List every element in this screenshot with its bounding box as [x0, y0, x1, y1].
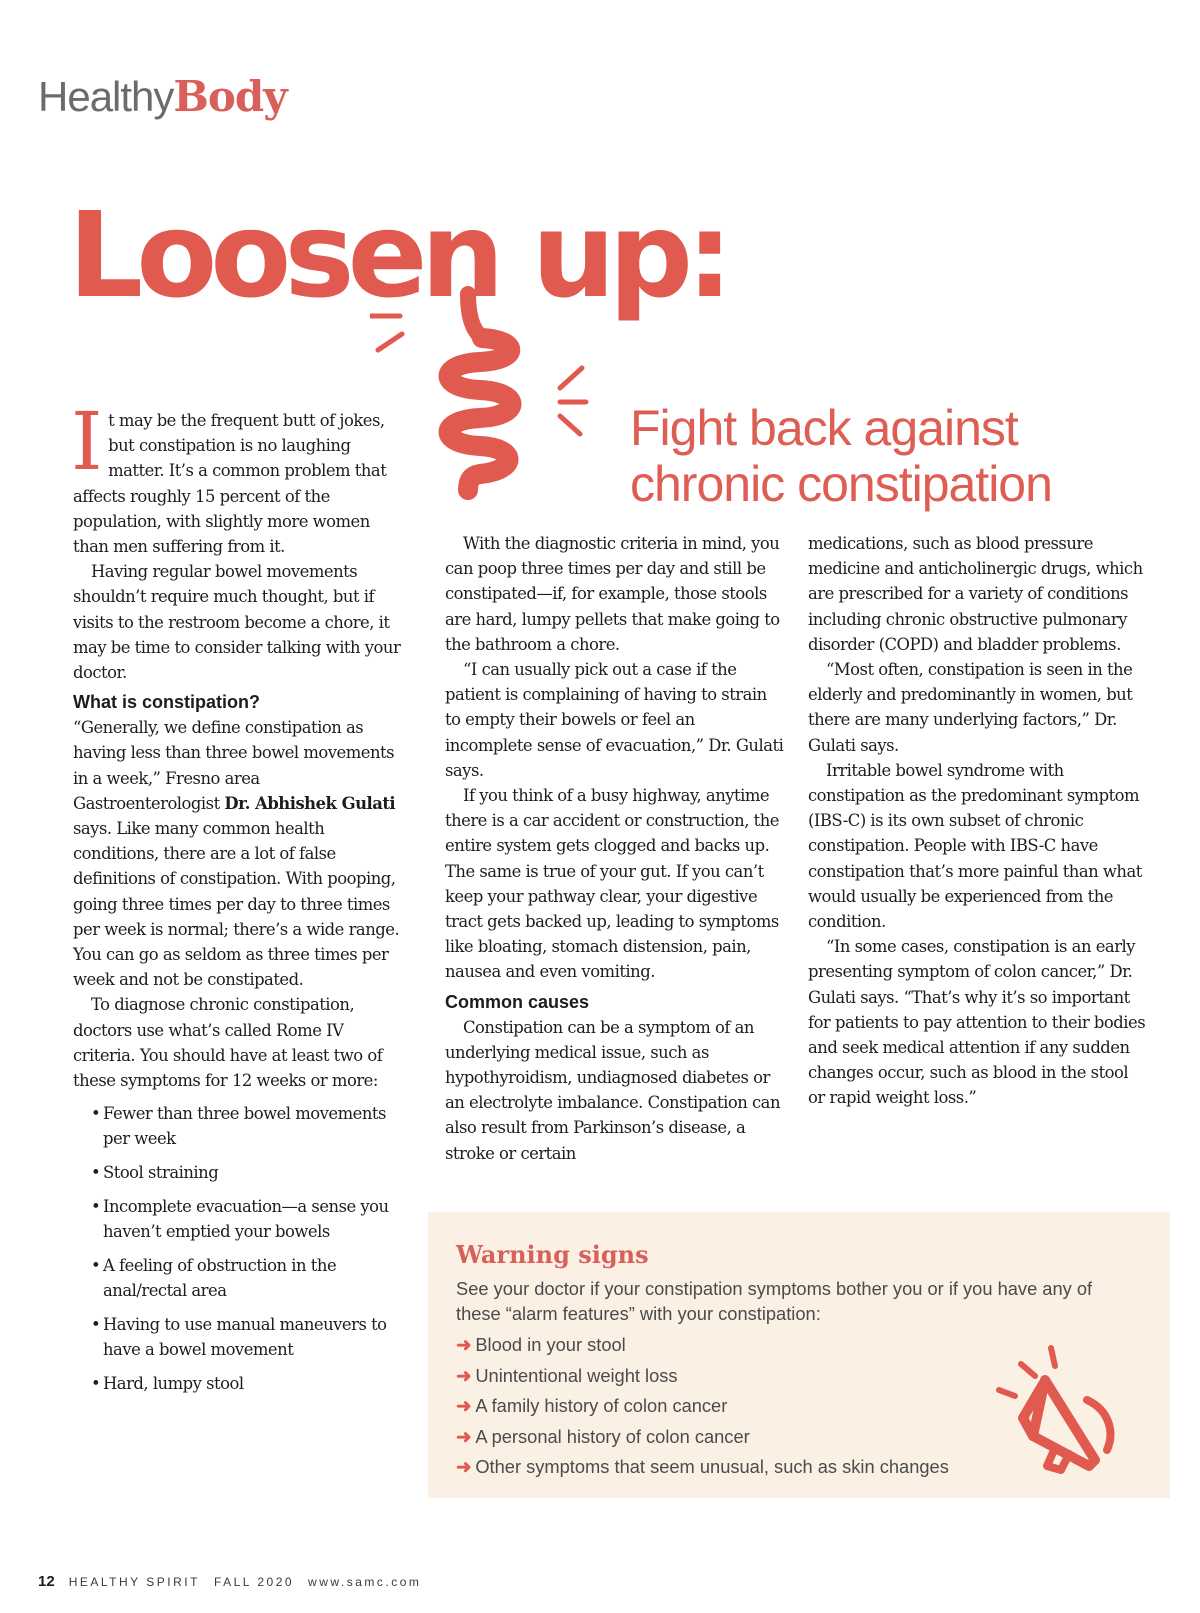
subtitle-line-2: chronic constipation	[630, 456, 1052, 512]
page-title: Loosen up:	[68, 186, 727, 324]
paragraph: medications, such as blood pressure medicine and anticholinergic drugs, which are prescribed for a variety of conditions including chronic obstructive pulmonary disorder (COPD) and bladder problems.	[808, 534, 1143, 654]
warning-intro: See your doctor if your constipation symptoms bother you or if you have any of these “alarm features” with your constipation:	[456, 1278, 1093, 1324]
doctor-name: Dr. Abhishek Gulati	[224, 793, 396, 813]
paragraph: Having regular bowel movements shouldn’t require much thought, but if visits to the restroom become a chore, it may be time to consider talking with your doctor.	[73, 562, 401, 683]
subtitle-line-1: Fight back against	[630, 400, 1018, 456]
quote-text-cont: says. Like many common health conditions, there are a lot of false definitions of constipation. With pooping, going three times per day to three times per week is normal; there’s a wide range. You can go as seldom as three times per week and not be constipated.	[73, 819, 400, 990]
paragraph: “In some cases, constipation is an early presenting symptom of colon cancer,” Dr. Gulati says. “That’s why it’s so important for patients to pay attention to their bodies and seek medical attention if any sudden changes occur, such as blood in the stool or rapid weight loss.”	[808, 937, 1146, 1108]
section-heading: Common causes	[445, 991, 590, 1012]
list-item: • Having to use manual maneuvers to have a bowel movement	[73, 1312, 401, 1362]
arrow-icon: ➜	[456, 1456, 472, 1477]
paragraph: Constipation can be a symptom of an underlying medical issue, such as hypothyroidism, undiagnosed diabetes or an electrolyte imbalance. Constipation can also result from Parkinson’s disease, a stroke or certain	[445, 1017, 781, 1163]
intestine-icon	[370, 250, 590, 500]
article-column-3	[808, 531, 1148, 1111]
subtitle	[630, 400, 1170, 512]
section-label-bold: Body	[173, 72, 287, 121]
paragraph: If you think of a busy highway, anytime there is a car accident or construction, the entire system gets clogged and backs up. The same is true of your gut. If you can’t keep your pathway clear, your digestive tract gets backed up, leading to symptoms like bloating, stomach distension, pain, nausea and even vomiting.	[445, 786, 779, 982]
article-column-2	[445, 531, 785, 1166]
section-label-light: Healthy	[38, 73, 174, 120]
website-url: www.samc.com	[308, 1575, 422, 1589]
arrow-icon: ➜	[456, 1334, 472, 1355]
warning-item-text: Other symptoms that seem unusual, such as skin changes	[475, 1456, 949, 1477]
arrow-icon: ➜	[456, 1425, 472, 1447]
section-heading: What is constipation?	[73, 692, 260, 713]
issue-date: FALL 2020	[213, 1575, 295, 1589]
warning-item-text: A personal history of colon cancer	[475, 1425, 750, 1447]
list-item: • A feeling of obstruction in the anal/rectal area	[73, 1253, 401, 1303]
warning-title: Warning signs	[456, 1240, 649, 1269]
article-column-1	[71, 395, 401, 1405]
page-footer	[38, 1573, 435, 1590]
warning-list	[456, 1330, 949, 1483]
section-label	[38, 72, 287, 121]
arrow-icon: ➜	[456, 1395, 472, 1416]
arrow-icon: ➜	[456, 1364, 472, 1386]
page-number: 12	[38, 1573, 55, 1590]
quote-text: “Generally, we define constipation as having less than three bowel movements in a week,” Fresno area Gastroenterologist	[73, 718, 395, 813]
warning-item	[456, 1452, 949, 1483]
warning-item	[456, 1422, 949, 1453]
paragraph: To diagnose chronic constipation, doctors use what’s called Rome IV criteria. You should have at least two of these symptoms for 12 weeks or more:	[73, 995, 383, 1091]
intro-text: t may be the frequent butt of jokes, but constipation is no laughing matter. It’s a common problem that affects roughly 15 percent of the population, with slightly more women than men suffering from it.	[73, 411, 387, 557]
paragraph: “I can usually pick out a case if the patient is complaining of having to strain to empty their bowels or feel an incomplete sense of evacuation,” Dr. Gulati says.	[445, 660, 784, 780]
list-item: • Stool straining	[73, 1160, 401, 1185]
paragraph	[73, 715, 401, 992]
list-item: • Hard, lumpy stool	[73, 1371, 401, 1396]
intro-paragraph	[71, 395, 401, 559]
paragraph: With the diagnostic criteria in mind, you can poop three times per day and still be constipated—if, for example, those stools are hard, lumpy pellets that make going to the bathroom a chore.	[445, 534, 780, 654]
warning-item	[456, 1330, 949, 1361]
list-item: • Incomplete evacuation—a sense you haven’t emptied your bowels	[73, 1194, 401, 1244]
warning-item-text: A family history of colon cancer	[475, 1395, 728, 1416]
warning-item	[456, 1361, 949, 1392]
megaphone-icon	[985, 1340, 1145, 1480]
warning-item-text: Blood in your stool	[475, 1334, 626, 1355]
symptom-list	[73, 1101, 401, 1396]
paragraph: “Most often, constipation is seen in the elderly and predominantly in women, but there are many underlying factors,” Dr. Gulati says.	[808, 660, 1133, 755]
warning-item-text: Unintentional weight loss	[475, 1364, 678, 1386]
warning-item	[456, 1391, 949, 1422]
magazine-name: HEALTHY SPIRIT	[68, 1575, 200, 1589]
list-item: • Fewer than three bowel movements per week	[73, 1101, 401, 1151]
drop-cap: I	[71, 395, 103, 488]
paragraph: Irritable bowel syndrome with constipation as the predominant symptom (IBS-C) is its own subset of chronic constipation. People with IBS-C have constipation that’s more painful than what would usually be experienced from the condition.	[808, 760, 1142, 932]
